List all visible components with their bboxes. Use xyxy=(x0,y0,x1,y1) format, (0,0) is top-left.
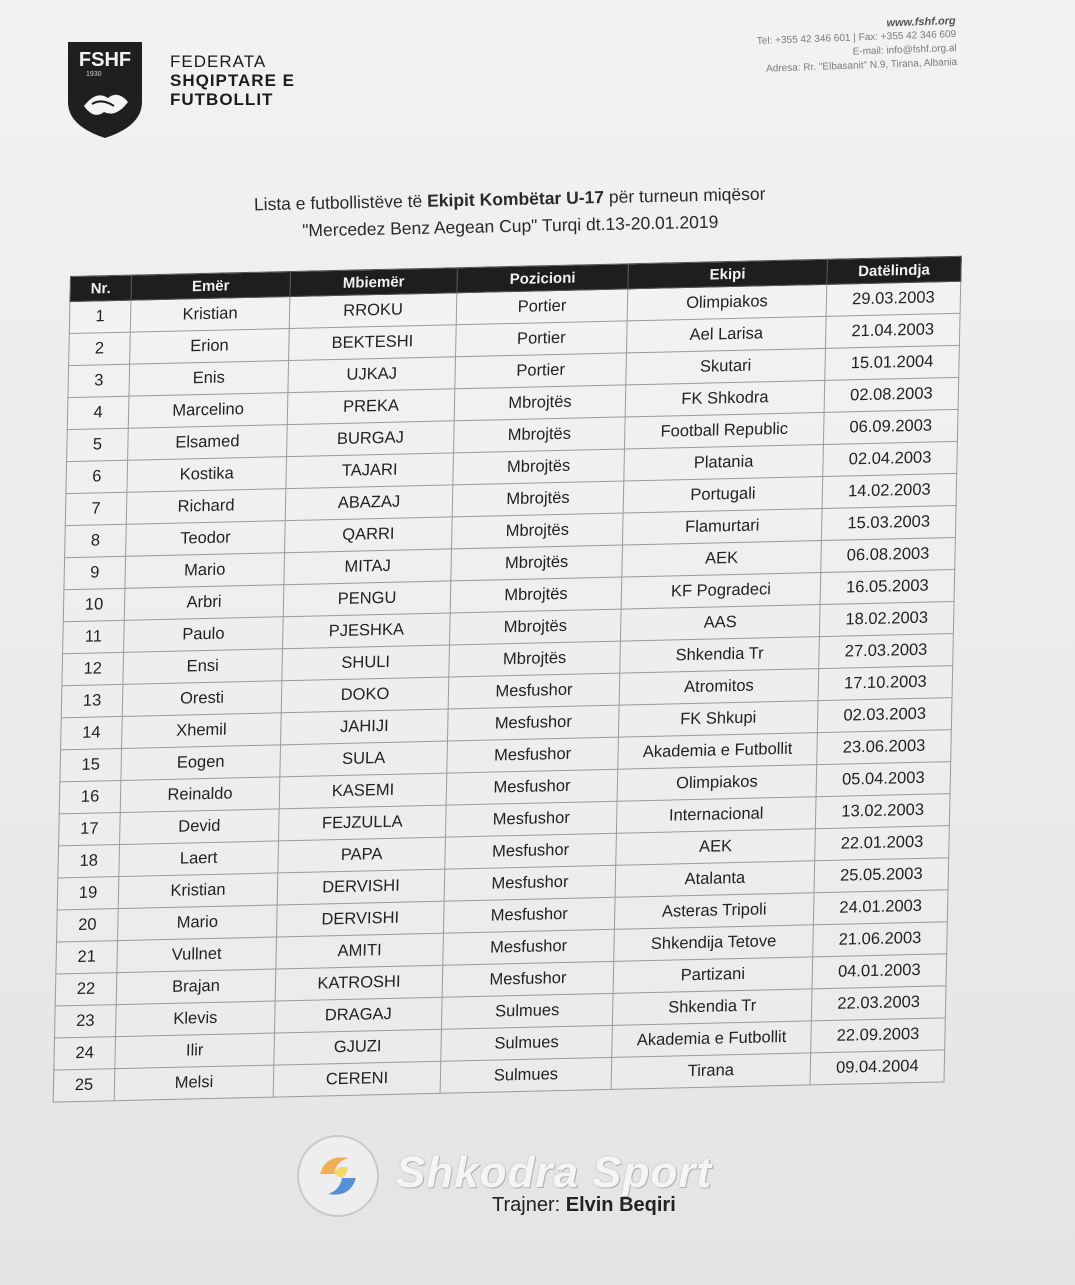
cell-emer: Ilir xyxy=(115,1033,275,1069)
cell-pozicioni: Mesfushor xyxy=(443,929,615,965)
cell-ekipi: Skutari xyxy=(626,348,826,385)
cell-mbiemer: DRAGAJ xyxy=(274,997,442,1033)
cell-datelindja: 15.03.2003 xyxy=(821,505,956,540)
cell-mbiemer: TAJARI xyxy=(286,453,454,489)
cell-nr: 9 xyxy=(64,556,126,589)
address-line: Adresa: Rr. "Elbasanit" N.9, Tirana, Albania xyxy=(765,56,957,75)
cell-ekipi: Shkendia Tr xyxy=(620,637,820,674)
cell-mbiemer: BEKTESHI xyxy=(289,325,457,361)
cell-ekipi: Atromitos xyxy=(619,669,819,706)
cell-mbiemer: MITAJ xyxy=(284,549,452,585)
fshf-logo xyxy=(66,40,144,140)
cell-datelindja: 13.02.2003 xyxy=(815,794,950,829)
header-datelindja: Datëlindja xyxy=(827,256,961,284)
cell-pozicioni: Mbrojtës xyxy=(454,417,626,453)
cell-pozicioni: Portier xyxy=(455,353,627,389)
cell-nr: 17 xyxy=(59,812,121,845)
cell-emer: Xhemil xyxy=(122,713,282,749)
federation-line2: SHQIPTARE E xyxy=(170,71,295,90)
cell-pozicioni: Sulmues xyxy=(441,1025,613,1061)
cell-mbiemer: CERENI xyxy=(273,1061,441,1097)
cell-pozicioni: Portier xyxy=(456,289,628,325)
logo-year: 1930 xyxy=(86,71,102,78)
phone-line: Tel: +355 42 346 601 | Fax: +355 42 346 609 xyxy=(756,28,956,47)
cell-ekipi: Akademia e Futbollit xyxy=(612,1021,812,1058)
cell-ekipi: Atalanta xyxy=(615,861,815,898)
cell-ekipi: Shkendia Tr xyxy=(612,989,812,1026)
cell-emer: Laert xyxy=(119,841,279,877)
cell-pozicioni: Mesfushor xyxy=(447,737,619,773)
cell-nr: 24 xyxy=(54,1037,116,1070)
cell-mbiemer: AMITI xyxy=(276,933,444,969)
cell-nr: 1 xyxy=(69,300,131,333)
federation-line1: FEDERATA xyxy=(170,52,267,71)
cell-datelindja: 25.05.2003 xyxy=(814,858,949,893)
coach-label: Trajner: xyxy=(492,1194,566,1216)
cell-nr: 8 xyxy=(65,524,127,557)
document-title xyxy=(150,178,871,247)
cell-datelindja: 16.05.2003 xyxy=(820,570,955,605)
cell-emer: Brajan xyxy=(116,969,276,1005)
cell-datelindja: 22.09.2003 xyxy=(811,1018,946,1053)
cell-pozicioni: Mesfushor xyxy=(448,673,620,709)
cell-emer: Erion xyxy=(130,329,290,365)
cell-datelindja: 27.03.2003 xyxy=(819,634,954,669)
cell-emer: Arbri xyxy=(124,585,284,621)
federation-line3: FUTBOLLIT xyxy=(170,90,274,109)
cell-datelindja: 22.01.2003 xyxy=(815,826,950,861)
website: www.fshf.org xyxy=(885,14,956,30)
cell-datelindja: 05.04.2003 xyxy=(816,762,951,797)
cell-ekipi: FK Shkodra xyxy=(625,380,825,417)
cell-nr: 13 xyxy=(61,684,123,717)
cell-datelindja: 29.03.2003 xyxy=(826,281,961,316)
cell-ekipi: Asteras Tripoli xyxy=(614,893,814,930)
cell-pozicioni: Mesfushor xyxy=(445,833,617,869)
cell-mbiemer: DOKO xyxy=(281,677,449,713)
cell-emer: Oresti xyxy=(122,681,282,717)
cell-nr: 11 xyxy=(63,620,125,653)
cell-ekipi: Platania xyxy=(624,444,824,481)
cell-mbiemer: BURGAJ xyxy=(287,421,455,457)
header-ekipi: Ekipi xyxy=(628,259,827,289)
cell-ekipi: AAS xyxy=(620,605,820,642)
cell-nr: 14 xyxy=(61,716,123,749)
cell-pozicioni: Mesfushor xyxy=(442,961,614,997)
players-table-wrap xyxy=(53,256,962,1103)
cell-pozicioni: Mbrojtës xyxy=(452,481,624,517)
cell-datelindja: 04.01.2003 xyxy=(812,954,947,989)
cell-pozicioni: Sulmues xyxy=(440,1057,612,1093)
cell-datelindja: 02.03.2003 xyxy=(817,698,952,733)
title-line2: "Mercedez Benz Aegean Cup" Turqi dt.13-20.01.2019 xyxy=(302,211,719,241)
cell-emer: Mario xyxy=(118,905,278,941)
email-line: E-mail: info@fshf.org.al xyxy=(851,42,957,58)
cell-emer: Kostika xyxy=(127,457,287,493)
cell-ekipi: Akademia e Futbollit xyxy=(618,733,818,770)
cell-emer: Teodor xyxy=(126,521,286,557)
cell-mbiemer: ABAZAJ xyxy=(285,485,453,521)
cell-ekipi: Ael Larisa xyxy=(626,316,826,353)
logo-text: FSHF xyxy=(78,49,132,71)
cell-nr: 6 xyxy=(66,460,128,493)
cell-ekipi: KF Pogradeci xyxy=(621,573,821,610)
cell-pozicioni: Mbrojtës xyxy=(449,641,621,677)
cell-mbiemer: PREKA xyxy=(287,389,455,425)
cell-nr: 21 xyxy=(56,941,118,974)
cell-nr: 15 xyxy=(60,748,122,781)
cell-emer: Kristian xyxy=(130,297,290,333)
cell-datelindja: 21.04.2003 xyxy=(825,313,960,348)
header-mbiemer: Mbiemër xyxy=(290,268,457,297)
cell-ekipi: Olimpiakos xyxy=(617,765,817,802)
cell-emer: Klevis xyxy=(116,1001,276,1037)
cell-pozicioni: Mbrojtës xyxy=(454,385,626,421)
cell-mbiemer: KATROSHI xyxy=(275,965,443,1001)
cell-ekipi: Flamurtari xyxy=(622,508,822,545)
cell-mbiemer: PJESHKA xyxy=(283,613,451,649)
cell-pozicioni: Mbrojtës xyxy=(451,545,623,581)
cell-datelindja: 17.10.2003 xyxy=(818,666,953,701)
cell-datelindja: 18.02.2003 xyxy=(819,602,954,637)
cell-pozicioni: Sulmues xyxy=(441,993,613,1029)
cell-nr: 18 xyxy=(58,845,120,878)
cell-datelindja: 15.01.2004 xyxy=(825,345,960,380)
cell-nr: 25 xyxy=(53,1069,115,1102)
cell-nr: 23 xyxy=(55,1005,117,1038)
coach-name: Elvin Beqiri xyxy=(565,1194,676,1216)
cell-pozicioni: Mesfushor xyxy=(443,897,615,933)
cell-mbiemer: UJKAJ xyxy=(288,357,456,393)
cell-pozicioni: Mbrojtës xyxy=(453,449,625,485)
cell-datelindja: 02.08.2003 xyxy=(824,377,959,412)
cell-nr: 3 xyxy=(68,364,130,397)
cell-datelindja: 23.06.2003 xyxy=(817,730,952,765)
cell-ekipi: Internacional xyxy=(616,797,816,834)
table-body xyxy=(53,281,961,1102)
cell-ekipi: AEK xyxy=(622,541,822,578)
cell-emer: Reinaldo xyxy=(120,777,280,813)
cell-datelindja: 06.08.2003 xyxy=(821,537,956,572)
cell-nr: 7 xyxy=(65,492,127,525)
cell-emer: Melsi xyxy=(114,1065,274,1101)
cell-emer: Mario xyxy=(125,553,285,589)
cell-pozicioni: Portier xyxy=(456,321,628,357)
cell-datelindja: 24.01.2003 xyxy=(813,890,948,925)
cell-mbiemer: SULA xyxy=(280,741,448,777)
cell-mbiemer: DERVISHI xyxy=(276,901,444,937)
cell-mbiemer: QARRI xyxy=(285,517,453,553)
cell-datelindja: 21.06.2003 xyxy=(813,922,948,957)
cell-mbiemer: RROKU xyxy=(289,293,457,329)
cell-datelindja: 22.03.2003 xyxy=(811,986,946,1021)
cell-pozicioni: Mesfushor xyxy=(447,705,619,741)
cell-ekipi: Football Republic xyxy=(624,412,824,449)
cell-pozicioni: Mesfushor xyxy=(444,865,616,901)
cell-pozicioni: Mesfushor xyxy=(445,801,617,837)
cell-ekipi: Partizani xyxy=(613,957,813,994)
header-emer: Emër xyxy=(131,271,290,300)
cell-pozicioni: Mbrojtës xyxy=(449,609,621,645)
cell-pozicioni: Mbrojtës xyxy=(451,513,623,549)
watermark-text: Shkodra Sport xyxy=(396,1148,713,1197)
cell-mbiemer: PENGU xyxy=(283,581,451,617)
cell-emer: Ensi xyxy=(123,649,283,685)
cell-nr: 12 xyxy=(62,652,124,685)
cell-nr: 20 xyxy=(57,909,119,942)
cell-nr: 19 xyxy=(57,877,119,910)
federation-name xyxy=(170,52,295,109)
cell-ekipi: Shkendija Tetove xyxy=(614,925,814,962)
cell-nr: 2 xyxy=(69,332,131,365)
header-pozicioni: Pozicioni xyxy=(457,264,628,293)
players-table xyxy=(53,256,962,1103)
cell-pozicioni: Mesfushor xyxy=(446,769,618,805)
cell-nr: 10 xyxy=(63,588,125,621)
header-nr: Nr. xyxy=(70,275,132,301)
cell-emer: Paulo xyxy=(124,617,284,653)
cell-nr: 4 xyxy=(67,396,129,429)
cell-ekipi: Portugali xyxy=(623,476,823,513)
cell-ekipi: AEK xyxy=(616,829,816,866)
cell-ekipi: FK Shkupi xyxy=(618,701,818,738)
cell-datelindja: 09.04.2004 xyxy=(810,1050,945,1085)
cell-mbiemer: KASEMI xyxy=(279,773,447,809)
coach-line xyxy=(492,1194,676,1217)
cell-emer: Kristian xyxy=(118,873,278,909)
cell-nr: 16 xyxy=(59,780,121,813)
cell-mbiemer: JAHIJI xyxy=(281,709,449,745)
cell-datelindja: 14.02.2003 xyxy=(822,473,957,508)
cell-ekipi: Tirana xyxy=(611,1053,811,1090)
cell-mbiemer: PAPA xyxy=(278,837,446,873)
contact-block xyxy=(756,14,957,77)
cell-datelindja: 02.04.2003 xyxy=(823,441,958,476)
title-line1: Lista e futbollistëve të Ekipit Kombëtar U-17 për turneun miqësor xyxy=(253,183,766,215)
cell-emer: Eogen xyxy=(121,745,281,781)
cell-nr: 22 xyxy=(55,973,117,1006)
cell-emer: Vullnet xyxy=(117,937,277,973)
cell-nr: 5 xyxy=(67,428,129,461)
cell-ekipi: Olimpiakos xyxy=(627,284,827,321)
cell-emer: Devid xyxy=(120,809,280,845)
cell-mbiemer: FEJZULLA xyxy=(279,805,447,841)
cell-emer: Richard xyxy=(126,489,286,525)
cell-emer: Enis xyxy=(129,361,289,397)
cell-mbiemer: GJUZI xyxy=(274,1029,442,1065)
cell-emer: Elsamed xyxy=(128,425,288,461)
cell-emer: Marcelino xyxy=(128,393,288,429)
cell-pozicioni: Mbrojtës xyxy=(450,577,622,613)
cell-mbiemer: SHULI xyxy=(282,645,450,681)
cell-datelindja: 06.09.2003 xyxy=(823,409,958,444)
cell-mbiemer: DERVISHI xyxy=(277,869,445,905)
watermark-ball-icon xyxy=(296,1134,380,1218)
